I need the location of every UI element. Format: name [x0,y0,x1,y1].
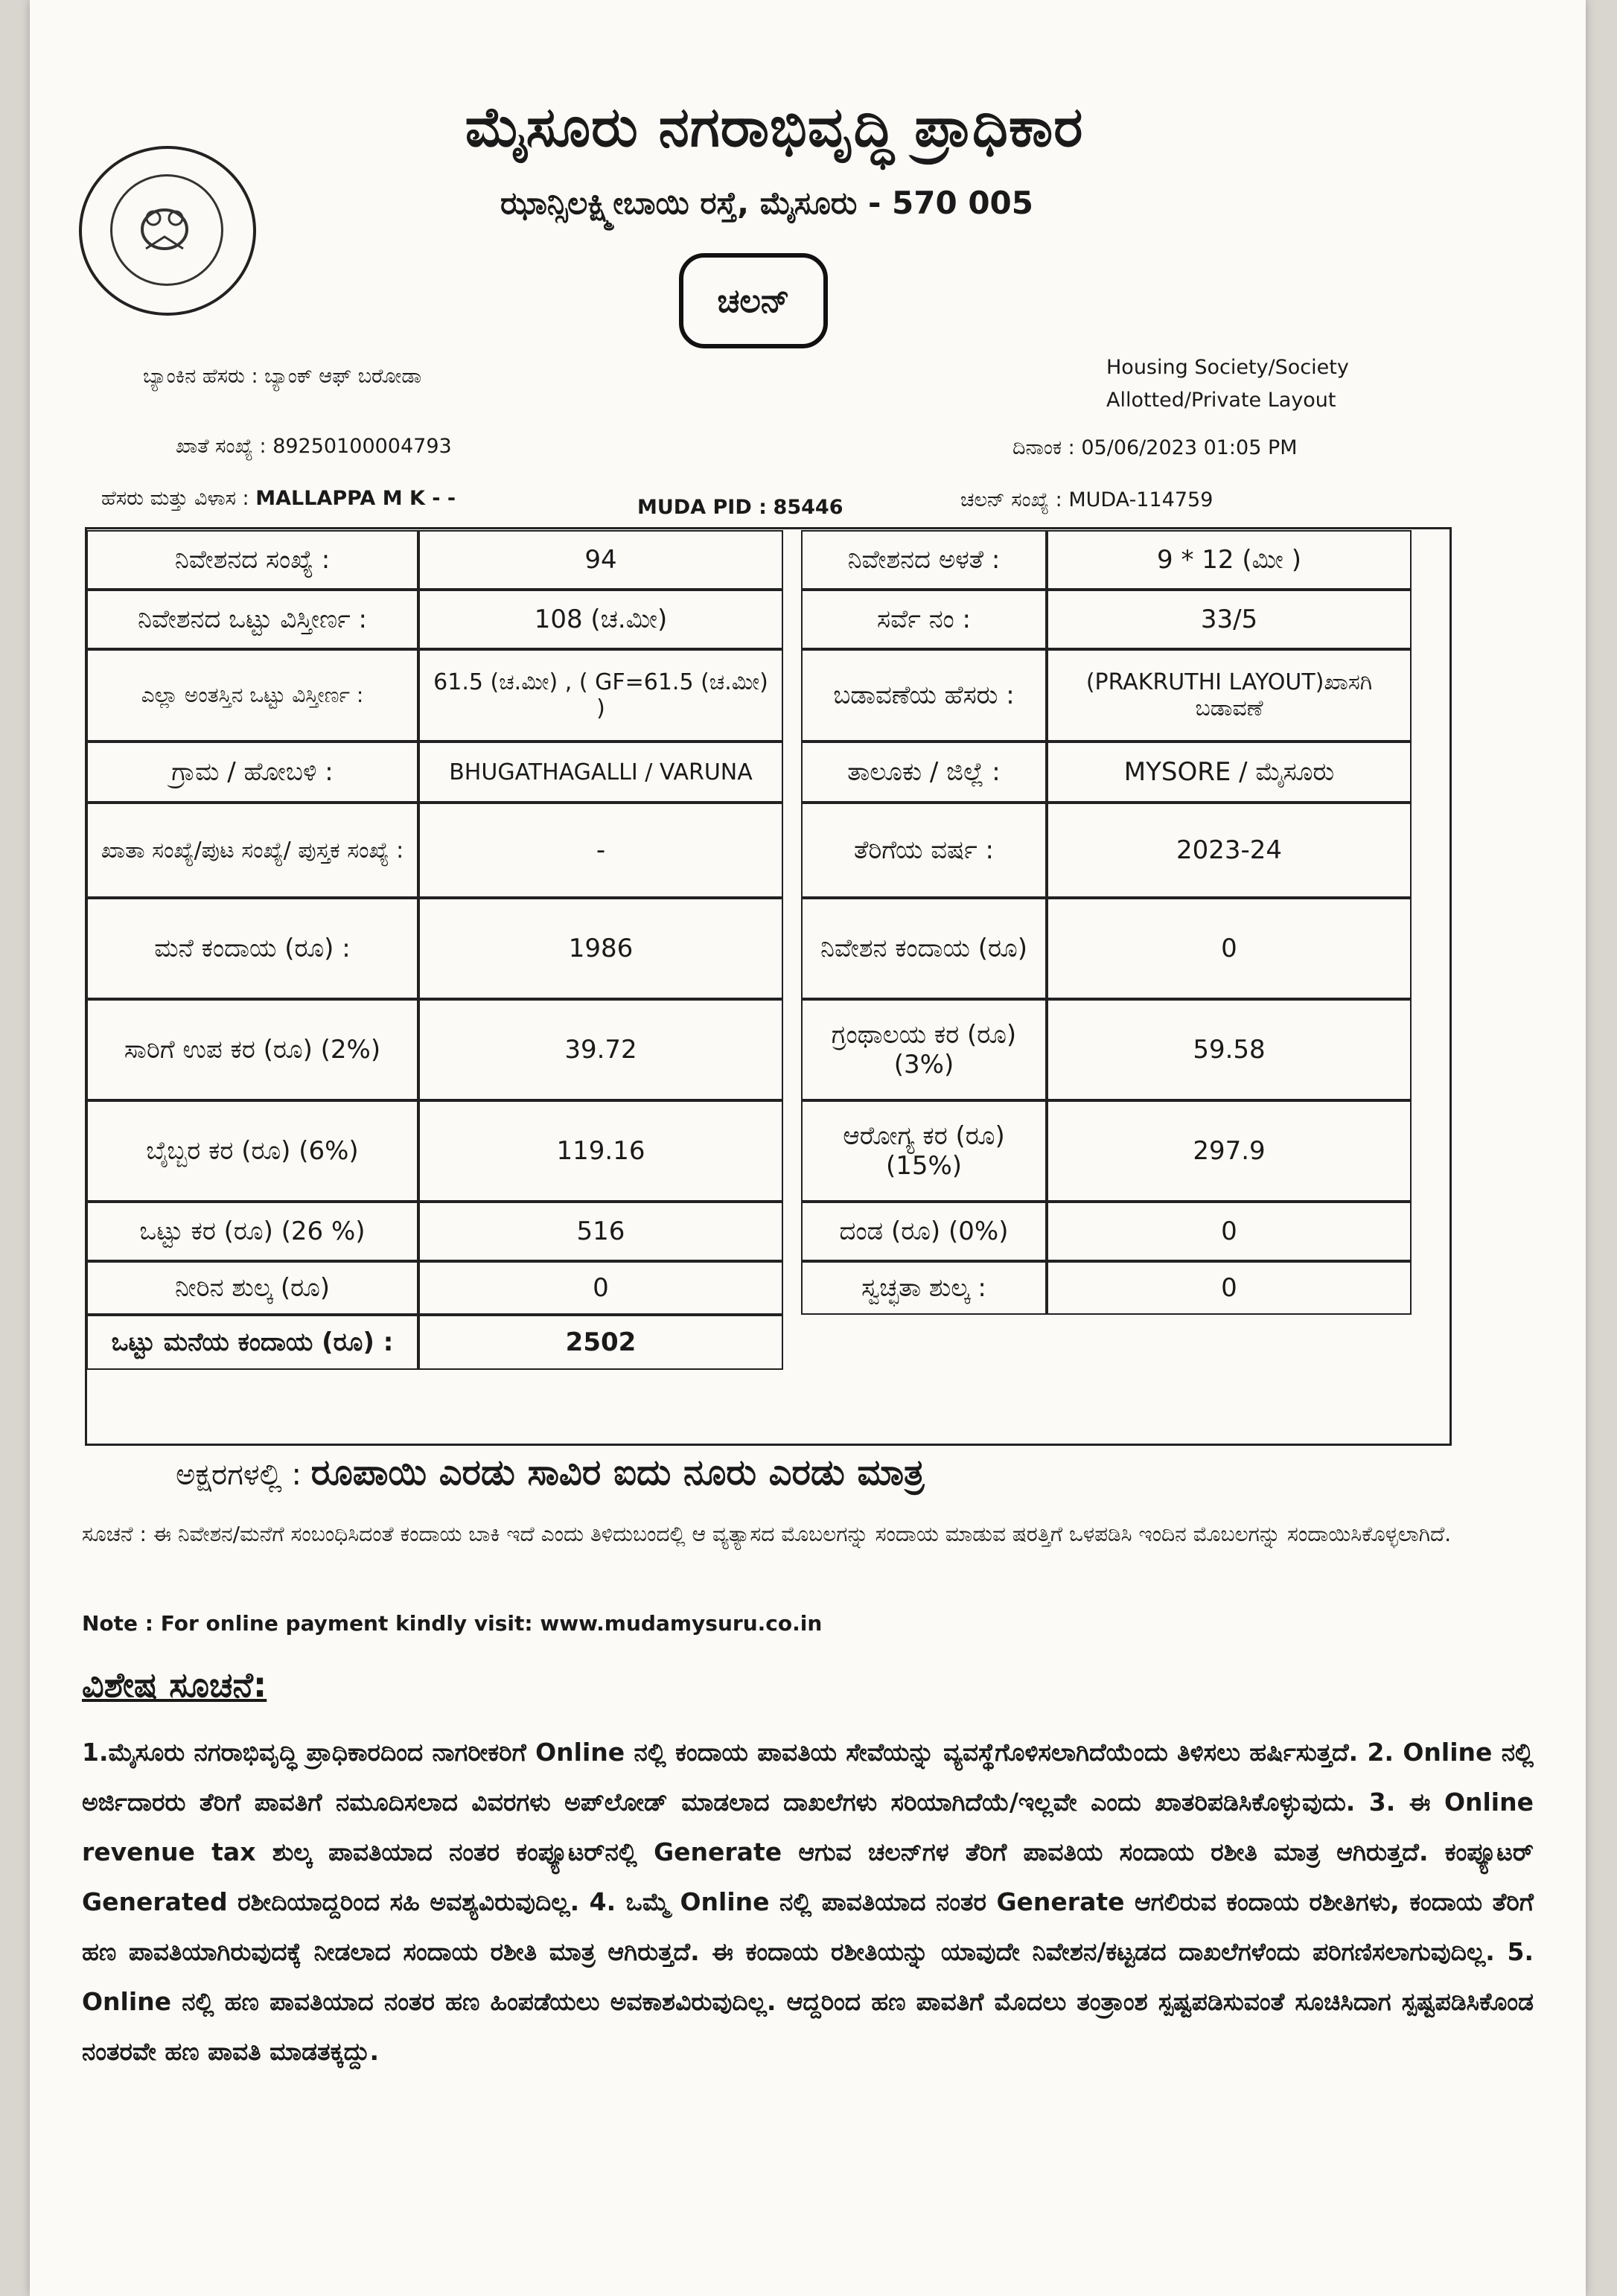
bank-name-value: ಬ್ಯಾಂಕ್ ಆಫ್ ಬರೋಡಾ [264,365,422,388]
taluk-label: ತಾಲೂಕು / ಜಿಲ್ಲೆ : [801,742,1047,803]
owner-label: ಹೆಸರು ಮತ್ತು ವಿಳಾಸ : [101,487,249,510]
water-value: 0 [418,1261,783,1315]
amount-in-words-value: ರೂಪಾಯಿ ಎರಡು ಸಾವಿರ ಐದು ನೂರು ಎರಡು ಮಾತ್ರ [310,1452,925,1493]
village-value: BHUGATHAGALLI / VARUNA [418,742,783,803]
health-value: 297.9 [1047,1100,1412,1202]
challan-table [86,530,1412,1370]
table-row [86,1315,1412,1370]
tax-year-label: ತೆರಿಗೆಯ ವರ್ಷ : [801,803,1047,898]
date-line [1012,436,1298,460]
house-rev-label: ಮನೆ ಕಂದಾಯ (ರೂ) : [86,898,418,999]
date-label: ದಿನಾಂಕ : [1012,436,1075,459]
library-label: ಗ್ರಂಥಾಲಯ ಕರ (ರೂ) (3%) [801,999,1047,1100]
house-rev-value: 1986 [418,898,783,999]
emblem-icon [124,185,205,267]
library-value: 59.58 [1047,999,1412,1100]
account-line [176,435,452,459]
total-area-value: 108 (ಚ.ಮೀ) [418,590,783,649]
grand-total-value: 2502 [418,1315,783,1370]
layout-type-line1: Housing Society/Society [1106,356,1349,379]
site-rev-value: 0 [1047,898,1412,999]
health-label: ಆರೋಗ್ಯ ಕರ (ರೂ) (15%) [801,1100,1047,1202]
owner-value: MALLAPPA M K - - [255,487,456,510]
table-row [86,649,1412,742]
site-no-label: ನಿವೇಶನದ ಸಂಖ್ಯೆ : [86,530,418,590]
table-row [86,803,1412,898]
table-row [86,1261,1412,1315]
beggary-value: 119.16 [418,1100,783,1202]
bank-name-line [143,365,421,389]
site-dim-value: 9 * 12 (ಮೀ ) [1047,530,1412,590]
khata-value: - [418,803,783,898]
layout-value: (PRAKRUTHI LAYOUT)ಖಾಸಗಿ ಬಡಾವಣೆ [1047,649,1412,742]
transport-value: 39.72 [418,999,783,1100]
site-rev-label: ನಿವೇಶನ ಕಂದಾಯ (ರೂ) [801,898,1047,999]
water-label: ನೀರಿನ ಶುಲ್ಕ (ರೂ) [86,1261,418,1315]
total-tax-label: ಒಟ್ಟು ಕರ (ರೂ) (26 %) [86,1202,418,1261]
instructions-heading: ವಿಶೇಷ ಸೂಚನೆ: [82,1665,267,1705]
amount-in-words [176,1452,925,1494]
page-title: ಮೈಸೂರು ನಗರಾಭಿವೃದ್ಧಿ ಪ್ರಾಧಿಕಾರ [465,95,1084,159]
table-row [86,1202,1412,1261]
site-dim-label: ನಿವೇಶನದ ಅಳತೆ : [801,530,1047,590]
bank-name-label: ಬ್ಯಾಂಕಿನ ಹೆಸರು : [143,365,258,388]
table-row [86,742,1412,803]
challan-badge-label: ಚಲನ್ [717,281,790,320]
note-english: Note : For online payment kindly visit: www.mudamysuru.co.in [82,1611,823,1636]
table-row [86,898,1412,999]
survey-label: ಸರ್ವೆ ನಂ : [801,590,1047,649]
village-label: ಗ್ರಾಮ / ಹೋಬಳಿ : [86,742,418,803]
table-row [86,999,1412,1100]
layout-type-line2: Allotted/Private Layout [1106,389,1336,412]
cleaning-value: 0 [1047,1261,1412,1315]
taluk-value: MYSORE / ಮೈಸೂರು [1047,742,1412,803]
amount-in-words-label: ಅಕ್ಷರಗಳಲ್ಲಿ : [176,1458,302,1492]
floor-area-label: ಎಲ್ಲಾ ಅಂತಸ್ತಿನ ಒಟ್ಟು ವಿಸ್ತೀರ್ಣ : [86,649,418,742]
challan-no-value: MUDA-114759 [1068,488,1213,511]
penalty-value: 0 [1047,1202,1412,1261]
cleaning-label: ಸ್ವಚ್ಛತಾ ಶುಲ್ಕ : [801,1261,1047,1315]
muda-seal [79,146,256,316]
khata-label: ಖಾತಾ ಸಂಖ್ಯೆ/ಪುಟ ಸಂಖ್ಯೆ/ ಪುಸ್ತಕ ಸಂಖ್ಯೆ : [86,803,418,898]
challan-page [30,0,1586,2296]
table-row [86,590,1412,649]
transport-label: ಸಾರಿಗೆ ಉಪ ಕರ (ರೂ) (2%) [86,999,418,1100]
survey-value: 33/5 [1047,590,1412,649]
muda-pid-line [637,496,843,519]
note-kannada: ಸೂಚನೆ : ಈ ನಿವೇಶನ/ಮನೆಗೆ ಸಂಬಂಧಿಸಿದಂತೆ ಕಂದಾಯ ಬಾಕಿ ಇದೆ ಎಂದು ತಿಳಿದುಬಂದಲ್ಲಿ ಆ ವ್ಯತ್ಯಾಸದ ಮೊಬಲಗನ್ನು ಸಂದಾಯ ಮಾಡುವ ಷರತ್ತಿಗೆ ಒಳಪಡಿಸಿ ಇಂದಿನ ಮೊಬಲಗನ್ನು ಸಂದಾಯಿಸಿಕೊಳ್ಳಲಾಗಿದೆ. [82,1522,1452,1546]
challan-no-label: ಚಲನ್ ಸಂಖ್ಯೆ : [960,488,1062,511]
table-row [86,530,1412,590]
total-area-label: ನಿವೇಶನದ ಒಟ್ಟು ವಿಸ್ತೀರ್ಣ : [86,590,418,649]
owner-line [101,487,456,511]
date-value: 05/06/2023 01:05 PM [1081,436,1298,459]
floor-area-value: 61.5 (ಚ.ಮೀ) , ( GF=61.5 (ಚ.ಮೀ) ) [418,649,783,742]
total-tax-value: 516 [418,1202,783,1261]
layout-label: ಬಡಾವಣೆಯ ಹೆಸರು : [801,649,1047,742]
instructions-body: 1.ಮೈಸೂರು ನಗರಾಭಿವೃದ್ಧಿ ಪ್ರಾಧಿಕಾರದಿಂದ ನಾಗರೀಕರಿಗೆ Online ನಲ್ಲಿ ಕಂದಾಯ ಪಾವತಿಯ ಸೇವೆಯನ್ನು ವ್ಯವಸ್ಥೆಗೊಳಿಸಲಾಗಿದೆಯೆಂದು ತಿಳಿಸಲು ಹರ್ಷಿಸುತ್ತದೆ. 2. Online ನಲ್ಲಿ ಅರ್ಜಿದಾರರು ತೆರಿಗೆ ಪಾವತಿಗೆ ನಮೂದಿಸಲಾದ ವಿವರಗಳು ಅಪ್‌ಲೋಡ್ ಮಾಡಲಾದ ದಾಖಲೆಗಳು ಸರಿಯಾಗಿದೆಯೆ/ಇಲ್ಲವೇ ಎಂದು ಖಾತರಿಪಡಿಸಿಕೊಳ್ಳುವುದು. 3. ಈ Online revenue tax ಶುಲ್ಕ ಪಾವತಿಯಾದ ನಂತರ ಕಂಪ್ಯೂಟರ್‌ನಲ್ಲಿ Generate ಆಗುವ ಚಲನ್‌ಗಳ ತೆರಿಗೆ ಪಾವತಿಯ ಸಂದಾಯ ರಶೀತಿ ಮಾತ್ರ ಆಗಿರುತ್ತದೆ. ಕಂಪ್ಯೂಟರ್ Generated ರಶೀದಿಯಾದ್ದರಿಂದ ಸಹಿ ಅವಶ್ಯವಿರುವುದಿಲ್ಲ. 4. ಒಮ್ಮೆ Online ನಲ್ಲಿ ಪಾವತಿಯಾದ ನಂತರ Generate ಆಗಲಿರುವ ಕಂದಾಯ ರಶೀತಿಗಳು, ಕಂದಾಯ ತೆರಿಗೆ ಹಣ ಪಾವತಿಯಾಗಿರುವುದಕ್ಕೆ ನೀಡಲಾದ ಸಂದಾಯ ರಶೀತಿ ಮಾತ್ರ ಆಗಿರುತ್ತದೆ. ಈ ಕಂದಾಯ ರಶೀತಿಯನ್ನು ಯಾವುದೇ ನಿವೇಶನ/ಕಟ್ಟಡದ ದಾಖಲೆಗಳೆಂದು ಪರಿಗಣಿಸಲಾಗುವುದಿಲ್ಲ. 5. Online ನಲ್ಲಿ ಹಣ ಪಾವತಿಯಾದ ನಂತರ ಹಣ ಹಿಂಪಡೆಯಲು ಅವಕಾಶವಿರುವುದಿಲ್ಲ. ಆದ್ದರಿಂದ ಹಣ ಪಾವತಿಗೆ ಮೊದಲು ತಂತ್ರಾಂಶ ಸ್ಪಷ್ಟಪಡಿಸುವಂತೆ ಸೂಚಿಸಿದಾಗ ಸ್ಪಷ್ಟಪಡಿಸಿಕೊಂಡ ನಂತರವೇ ಹಣ ಪಾವತಿ ಮಾಡತಕ್ಕದ್ದು. [82,1738,1534,2066]
page-subtitle-address: ಝಾನ್ಸಿಲಕ್ಷ್ಮೀಬಾಯಿ ರಸ್ತೆ, ಮೈಸೂರು - 570 005 [500,185,1033,221]
account-label: ಖಾತೆ ಸಂಖ್ಯೆ : [176,435,267,458]
challan-no-line [960,488,1213,512]
challan-badge [679,253,828,348]
beggary-label: ಬೈಬ್ಬರ ಕರ (ರೂ) (6%) [86,1100,418,1202]
account-value: 89250100004793 [272,435,452,458]
table-row [86,1100,1412,1202]
site-no-value: 94 [418,530,783,590]
tax-year-value: 2023-24 [1047,803,1412,898]
muda-pid-value: 85446 [773,496,843,519]
penalty-label: ದಂಡ (ರೂ) (0%) [801,1202,1047,1261]
grand-total-label: ಒಟ್ಟು ಮನೆಯ ಕಂದಾಯ (ರೂ) : [86,1315,418,1370]
muda-pid-label: MUDA PID : [637,496,767,519]
